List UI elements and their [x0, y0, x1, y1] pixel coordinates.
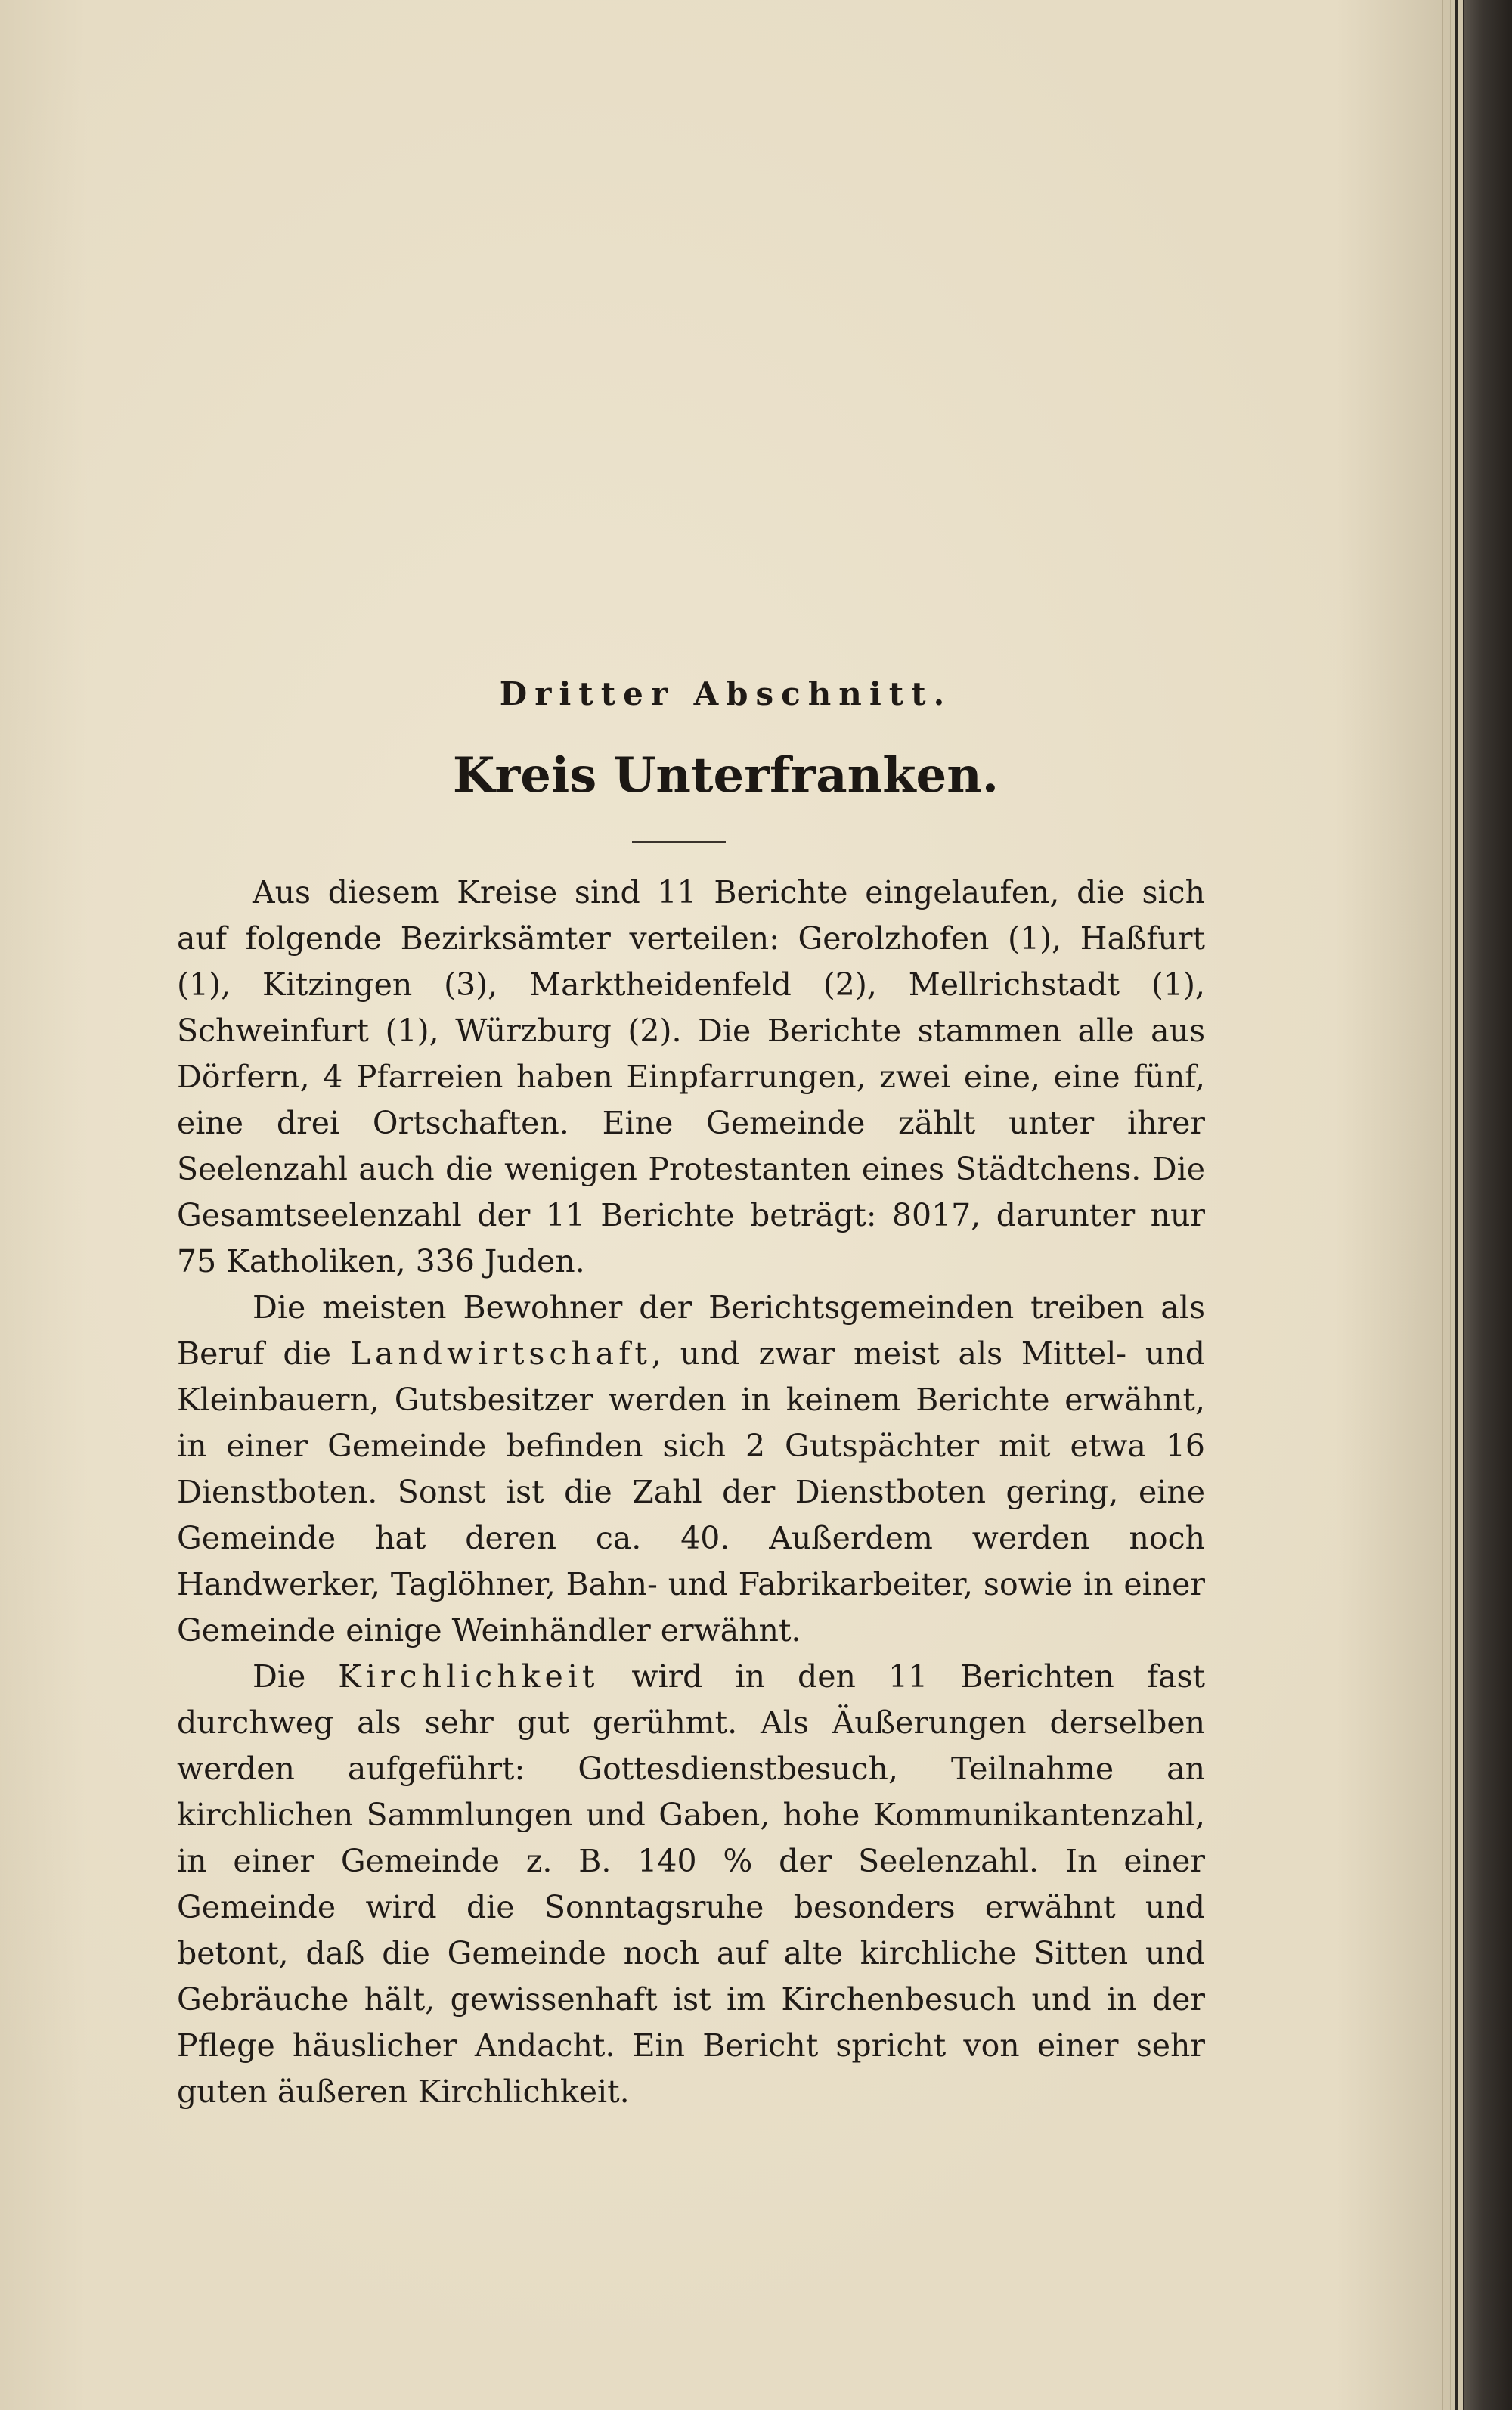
paragraph-3-emphasis: Kirchlichkeit [338, 1658, 600, 1695]
body-text [177, 870, 1205, 2115]
paragraph-2 [177, 1285, 1205, 1654]
paragraph-1-text: Aus diesem Kreise sind 11 Berichte eingelaufen, die sich auf folgende Bezirksämter verteilen: Gerolzhofen (1), Haßfurt (1), Kitzingen (3), Marktheidenfeld (2), Mellrichstadt (1), Schweinfurt (1), Würzburg (2). Die Berichte stammen alle aus Dörfern, 4 Pfarreien haben Einpfarrungen, zwei eine, eine fünf, eine drei Ortschaften. Eine Gemeinde zählt unter ihrer Seelenzahl auch die wenigen Protestanten eines Städtchens. Die Gesamtseelenzahl der 11 Berichte beträgt: 8017, darunter nur 75 Katholiken, 336 Juden. [177, 874, 1205, 1279]
paragraph-3 [177, 1654, 1205, 2115]
section-label: Dritter Abschnitt. [499, 675, 953, 712]
chapter-title: Kreis Unterfranken. [452, 747, 999, 804]
page-edge [1458, 0, 1463, 2410]
book-binding [1464, 0, 1512, 2410]
paragraph-2-lead: Die meisten Bewohner der Berichtsgemeinden treiben als Beruf die [177, 1289, 1205, 1372]
page-edge [1442, 0, 1448, 2410]
title-divider [632, 841, 726, 843]
paragraph-3-lead: Die [253, 1658, 339, 1695]
paragraph-2-emphasis: Landwirtschaft [349, 1335, 652, 1372]
paragraph-1 [177, 870, 1205, 1285]
paragraph-2-rest: , und zwar meist als Mittel- und Kleinbauern, Gutsbesitzer werden in keinem Berichte erwähnt, in einer Gemeinde befinden sich 2 Gutspächter mit etwa 16 Dienstboten. Sonst ist die Zahl der Dienstboten gering, eine Gemeinde hat deren ca. 40. Außerdem werden noch Handwerker, Taglöhner, Bahn- und Fabrikarbeiter, sowie in einer Gemeinde einige Weinhändler erwähnt. [177, 1335, 1205, 1649]
paragraph-3-rest: wird in den 11 Berichten fast durchweg als sehr gut gerühmt. Als Äußerungen derselben werden aufgeführt: Gottesdienstbesuch, Teilnahme an kirchlichen Sammlungen und Gaben, hohe Kommunikantenzahl, in einer Gemeinde z. B. 140 % der Seelenzahl. In einer Gemeinde wird die Sonntagsruhe besonders erwähnt und betont, daß die Gemeinde noch auf alte kirchliche Sitten und Gebräuche hält, gewissenhaft ist im Kirchenbesuch und in der Pflege häuslicher Andacht. Ein Bericht spricht von einer sehr guten äußeren Kirchlichkeit. [177, 1658, 1205, 2110]
page-edge [1450, 0, 1455, 2410]
